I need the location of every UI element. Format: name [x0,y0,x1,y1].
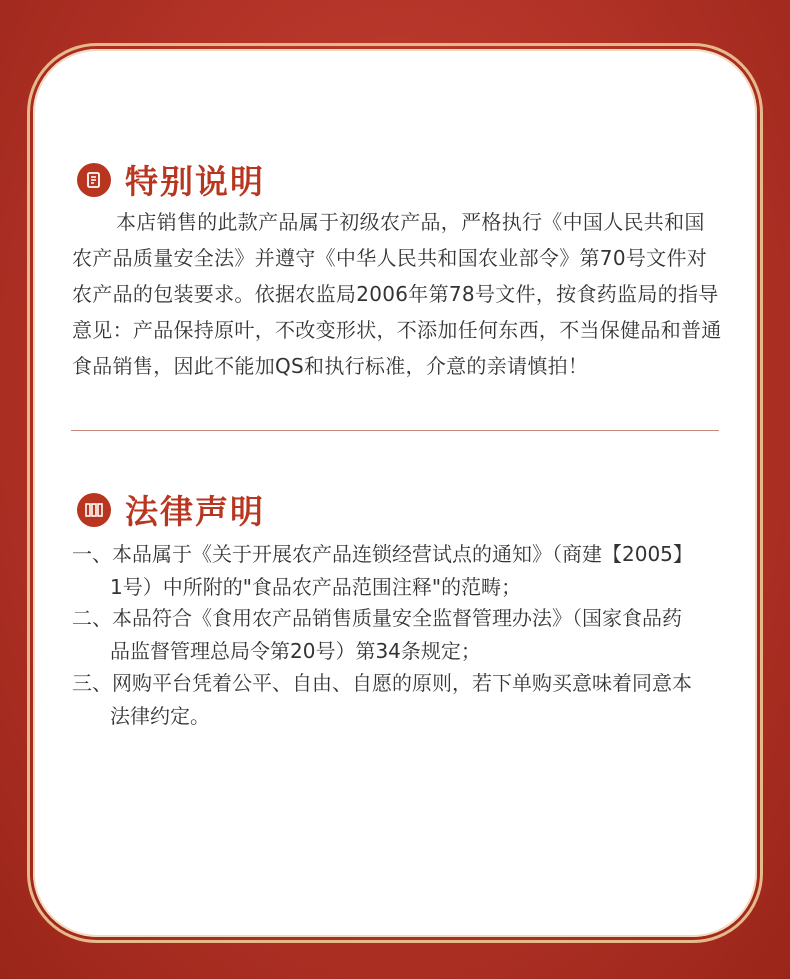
legal-item [72,538,732,604]
special-note-line: 农产品质量安全法》并遵守《中华人民共和国农业部令》第70号文件对 [72,246,708,270]
legal-statement-title: 法律声明 [125,492,265,531]
legal-statement-header [77,486,265,533]
section-divider [71,430,719,431]
special-note-line: 食品销售，因此不能加QS和执行标准，介意的亲请慎拍！ [72,354,589,378]
legal-item [72,602,732,668]
special-note-body [72,204,732,384]
legal-item-first-line: 二、本品符合《食用农产品销售质量安全监督管理办法》（国家食品药 [72,606,682,630]
legal-item-continuation: 法律约定。 [110,704,210,728]
legal-item-continuation: 1号）中所附的"食品农产品范围注释"的范畴； [110,575,522,599]
special-note-line: 农产品的包装要求。依据农监局2006年第78号文件，按食药监局的指导 [72,282,719,306]
legal-item-continuation: 品监督管理总局令第20号）第34条规定； [110,639,481,663]
special-note-line: 意见：产品保持原叶，不改变形状，不添加任何东西，不当保健品和普通 [72,318,722,342]
document-icon [77,163,111,197]
legal-item-first-line: 三、网购平台凭着公平、自由、自愿的原则，若下单购买意味着同意本 [72,671,692,695]
book-icon [77,493,111,527]
legal-item-first-line: 一、本品属于《关于开展农产品连锁经营试点的通知》（商建【2005】 [72,542,693,566]
legal-item [72,667,732,733]
special-note-line: 本店销售的此款产品属于初级农产品，严格执行《中国人民共和国 [116,210,705,234]
special-note-title: 特别说明 [125,162,265,201]
special-note-header [77,156,265,203]
